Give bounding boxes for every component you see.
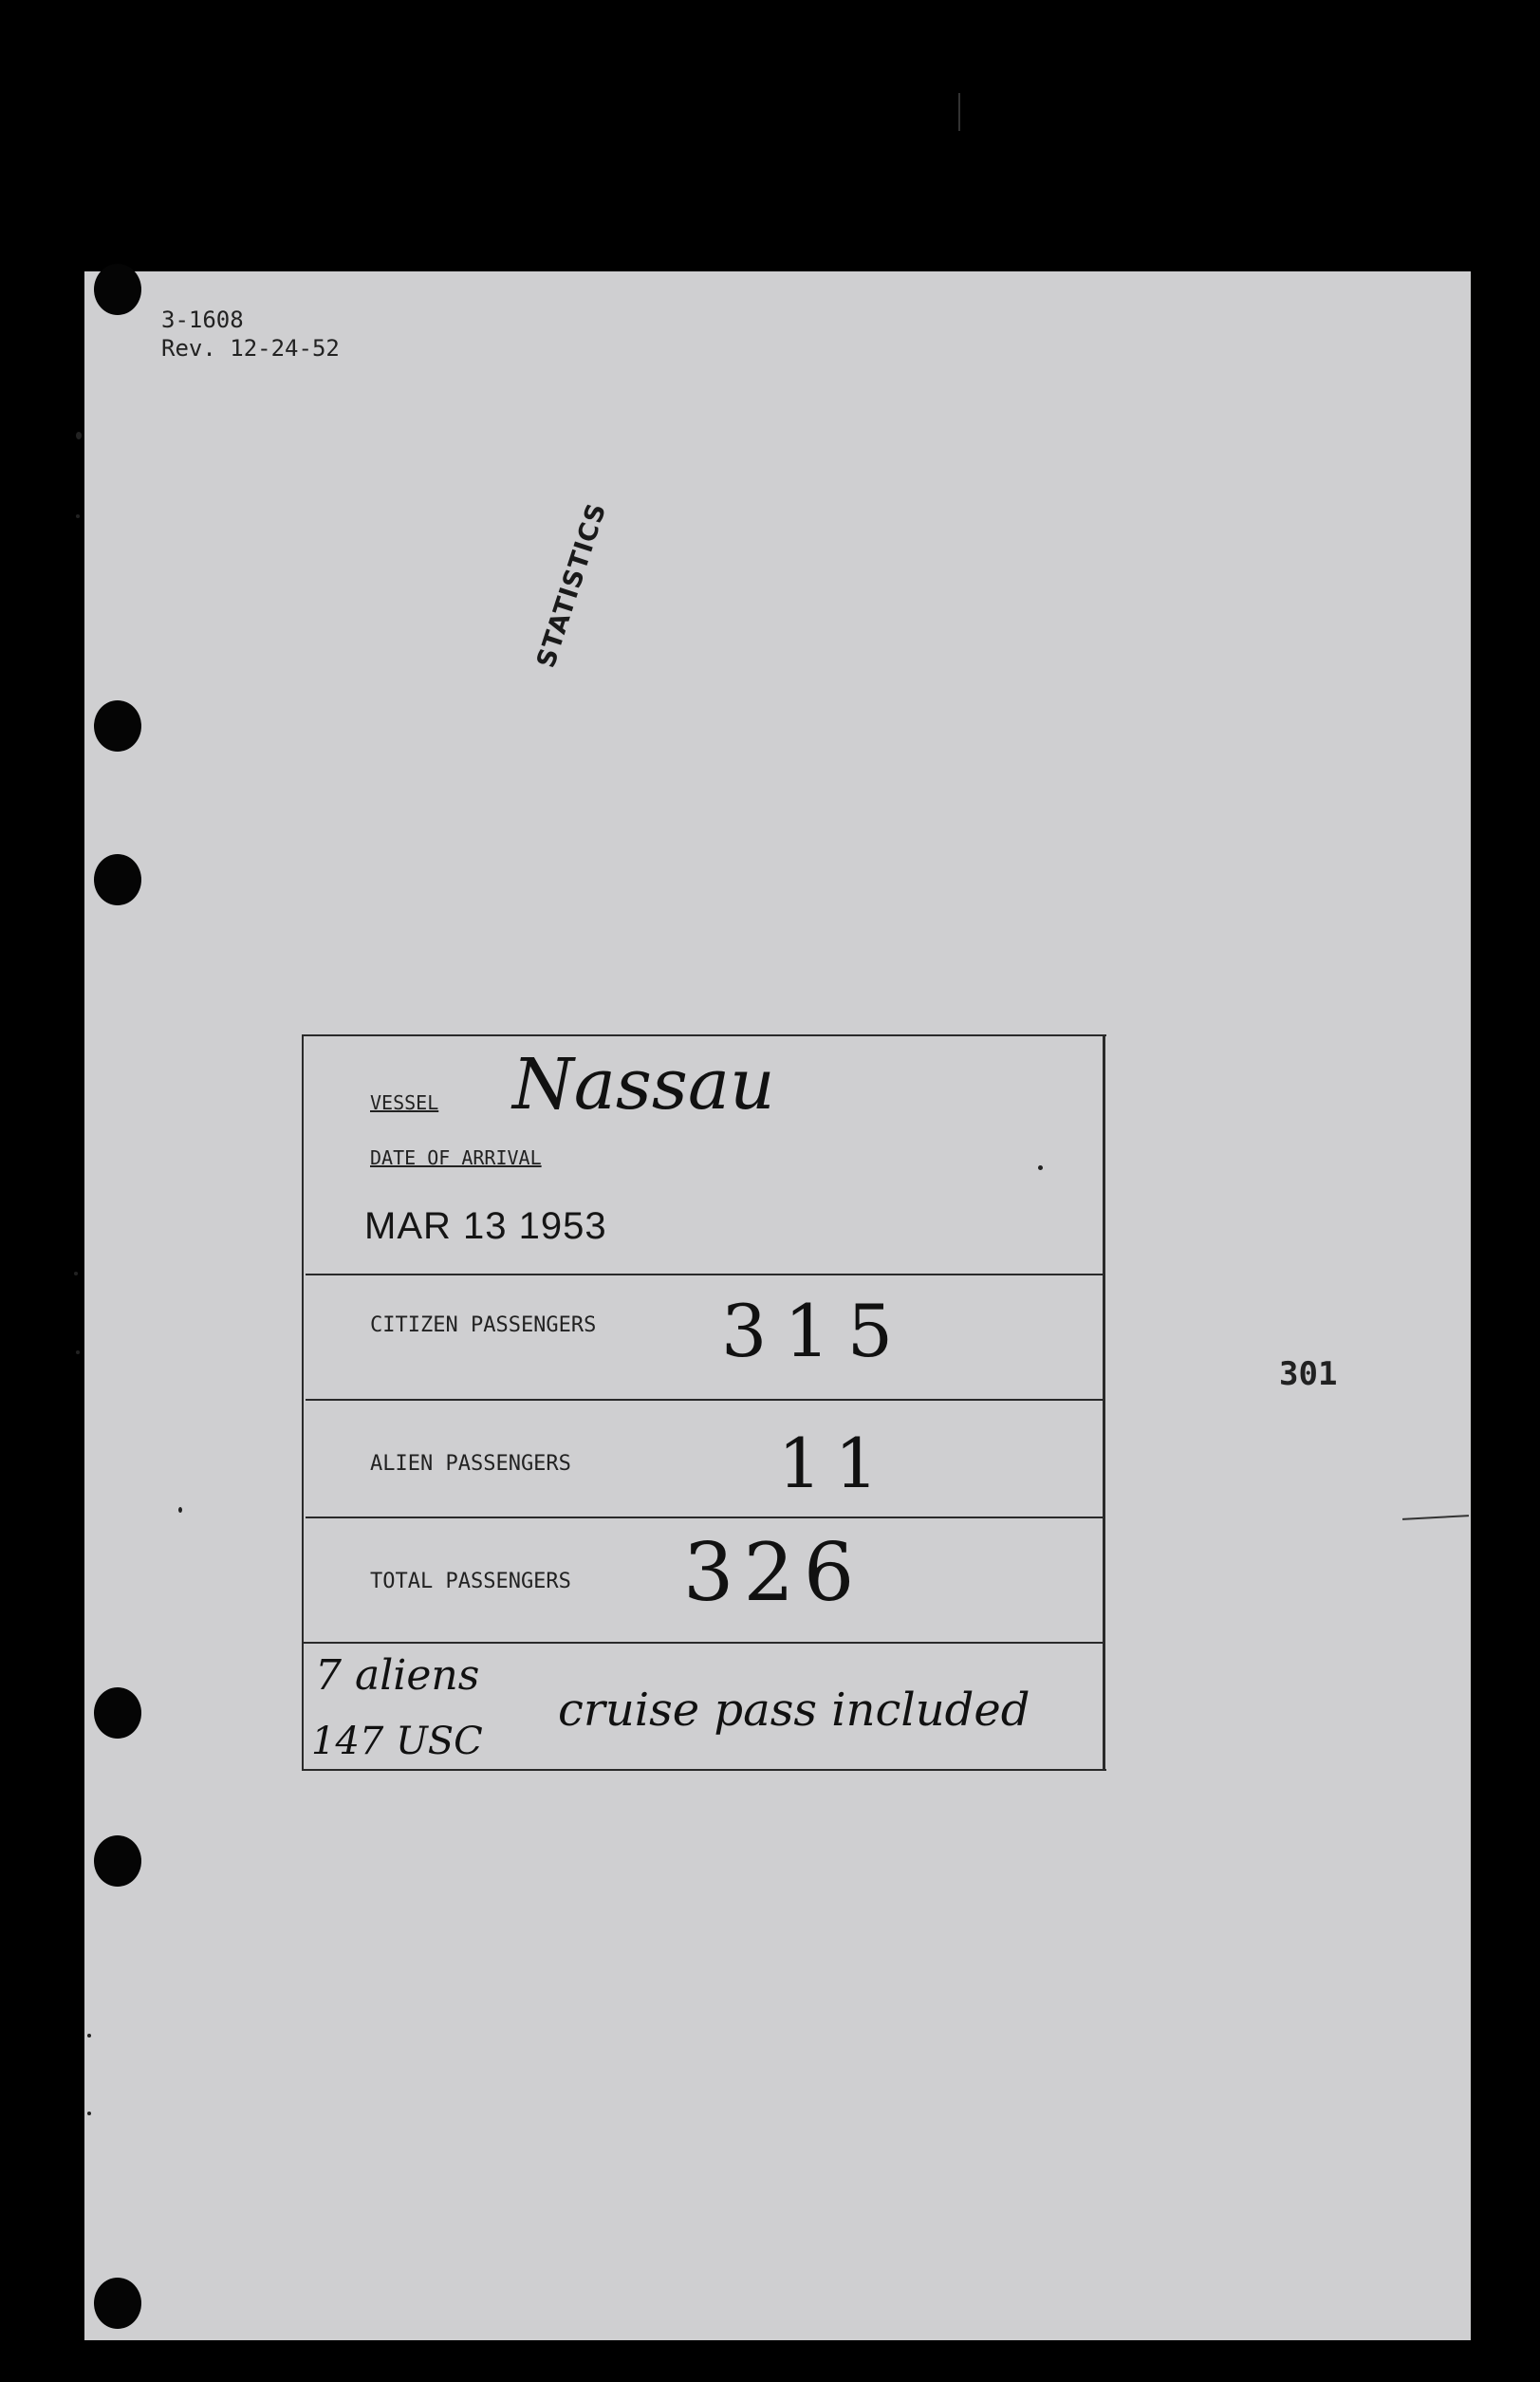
punch-hole-6 xyxy=(94,2278,141,2329)
row-divider-1 xyxy=(306,1274,1104,1275)
form-code xyxy=(161,306,340,363)
form-revision: Rev. 12-24-52 xyxy=(161,335,340,362)
punch-hole-3 xyxy=(94,854,141,905)
speck xyxy=(87,2112,91,2115)
form-number: 3-1608 xyxy=(161,307,244,333)
arrival-date-stamp: MAR 13 1953 xyxy=(364,1205,607,1247)
punch-hole-4 xyxy=(94,1687,141,1739)
stray-mark xyxy=(958,93,960,131)
citizen-value: 315 xyxy=(721,1289,911,1373)
alien-value: 11 xyxy=(778,1424,892,1503)
box-right-border xyxy=(1103,1034,1105,1771)
speck xyxy=(178,1507,182,1513)
punch-hole-1 xyxy=(94,264,141,315)
statistics-stamp: STATISTICS xyxy=(531,499,613,672)
speck xyxy=(76,432,82,439)
alien-label: ALIEN PASSENGERS xyxy=(370,1452,571,1476)
vessel-label: VESSEL xyxy=(370,1091,439,1114)
vessel-name: Nassau xyxy=(512,1044,775,1126)
note-cruise: cruise pass included xyxy=(558,1684,1030,1737)
note-aliens: 7 aliens xyxy=(315,1651,480,1700)
note-usc: 147 USC xyxy=(311,1720,483,1763)
row-divider-2 xyxy=(306,1399,1104,1401)
speck xyxy=(87,2034,91,2038)
date-label: DATE OF ARRIVAL xyxy=(370,1146,542,1169)
speck xyxy=(76,1350,80,1354)
citizen-label: CITIZEN PASSENGERS xyxy=(370,1313,597,1337)
box-bottom-border xyxy=(302,1769,1106,1771)
box-top-border xyxy=(302,1034,1106,1036)
total-label: TOTAL PASSENGERS xyxy=(370,1570,571,1593)
punch-hole-2 xyxy=(94,700,141,752)
speck xyxy=(74,1272,78,1275)
box-left-border xyxy=(302,1034,304,1771)
row-divider-3 xyxy=(306,1517,1104,1518)
speck xyxy=(76,514,80,518)
total-value: 326 xyxy=(683,1526,864,1619)
punch-hole-5 xyxy=(94,1835,141,1887)
page-number: 301 xyxy=(1279,1355,1338,1393)
row-divider-4 xyxy=(302,1642,1104,1644)
